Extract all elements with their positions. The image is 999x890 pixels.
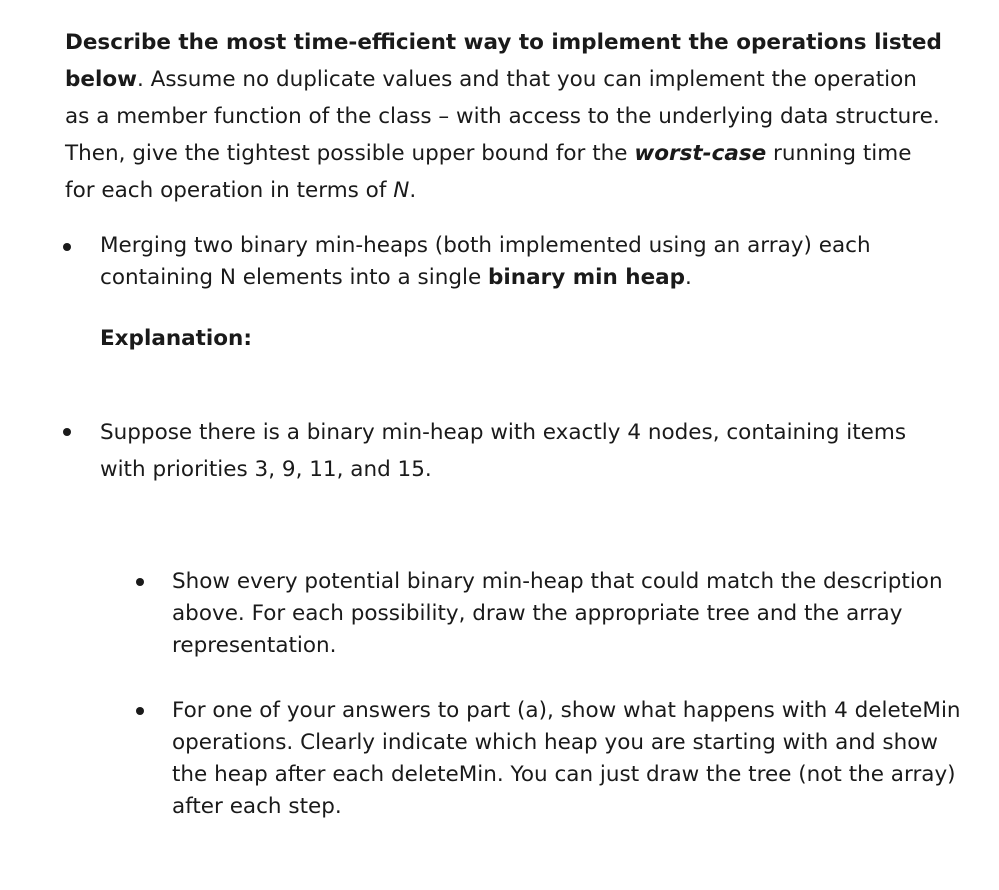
instructions-lead: Describe the most time-efficient way to implement the operations listed below xyxy=(65,30,942,92)
bullet-four-node-text: Suppose there is a binary min-heap with exactly 4 nodes, containing items with priorities 3, 9, 11, and 15. xyxy=(100,420,907,482)
sub-bullet-show-heaps-text: Show every potential binary min-heap that could match the description above. For each possibility, draw the appropriate tree and the array representation. xyxy=(172,569,943,658)
sub-bullet-deletemin-text: For one of your answers to part (a), show what happens with 4 deleteMin operations. Clearly indicate which heap you are starting with and show the heap after each deleteMin. You can just draw the tree (not the array) after each step. xyxy=(172,698,961,819)
instructions-body: . Assume no duplicate values and that you can implement the operation as a member function of the class – with access to the underlying data structure. Then, give the tightest possible upper bound for the xyxy=(65,67,940,166)
instructions-body-2: running time for each operation in terms of xyxy=(65,141,912,203)
explanation-label: Explanation: xyxy=(100,326,252,351)
worst-case-emphasis: worst-case xyxy=(634,141,767,166)
bullet-dot xyxy=(63,243,71,251)
n-variable: N xyxy=(393,178,410,203)
bullet-dot xyxy=(136,707,144,715)
binary-min-heap-bold: binary min heap xyxy=(488,265,686,290)
instructions-paragraph: Describe the most time-efficient way to implement the operations listed below. Assume no duplicate values and that you can implement the operation as a member function of the class – with access to the underlying data structure. Then, give the tightest possible upper bound for the worst-case running time for each operation in terms of N. xyxy=(65,30,942,203)
bullet-merge-text: Merging two binary min-heaps (both implemented using an array) each containing N elements into a single binary min heap. xyxy=(100,233,871,290)
bullet-dot xyxy=(63,428,71,436)
bullet-dot xyxy=(136,578,144,586)
